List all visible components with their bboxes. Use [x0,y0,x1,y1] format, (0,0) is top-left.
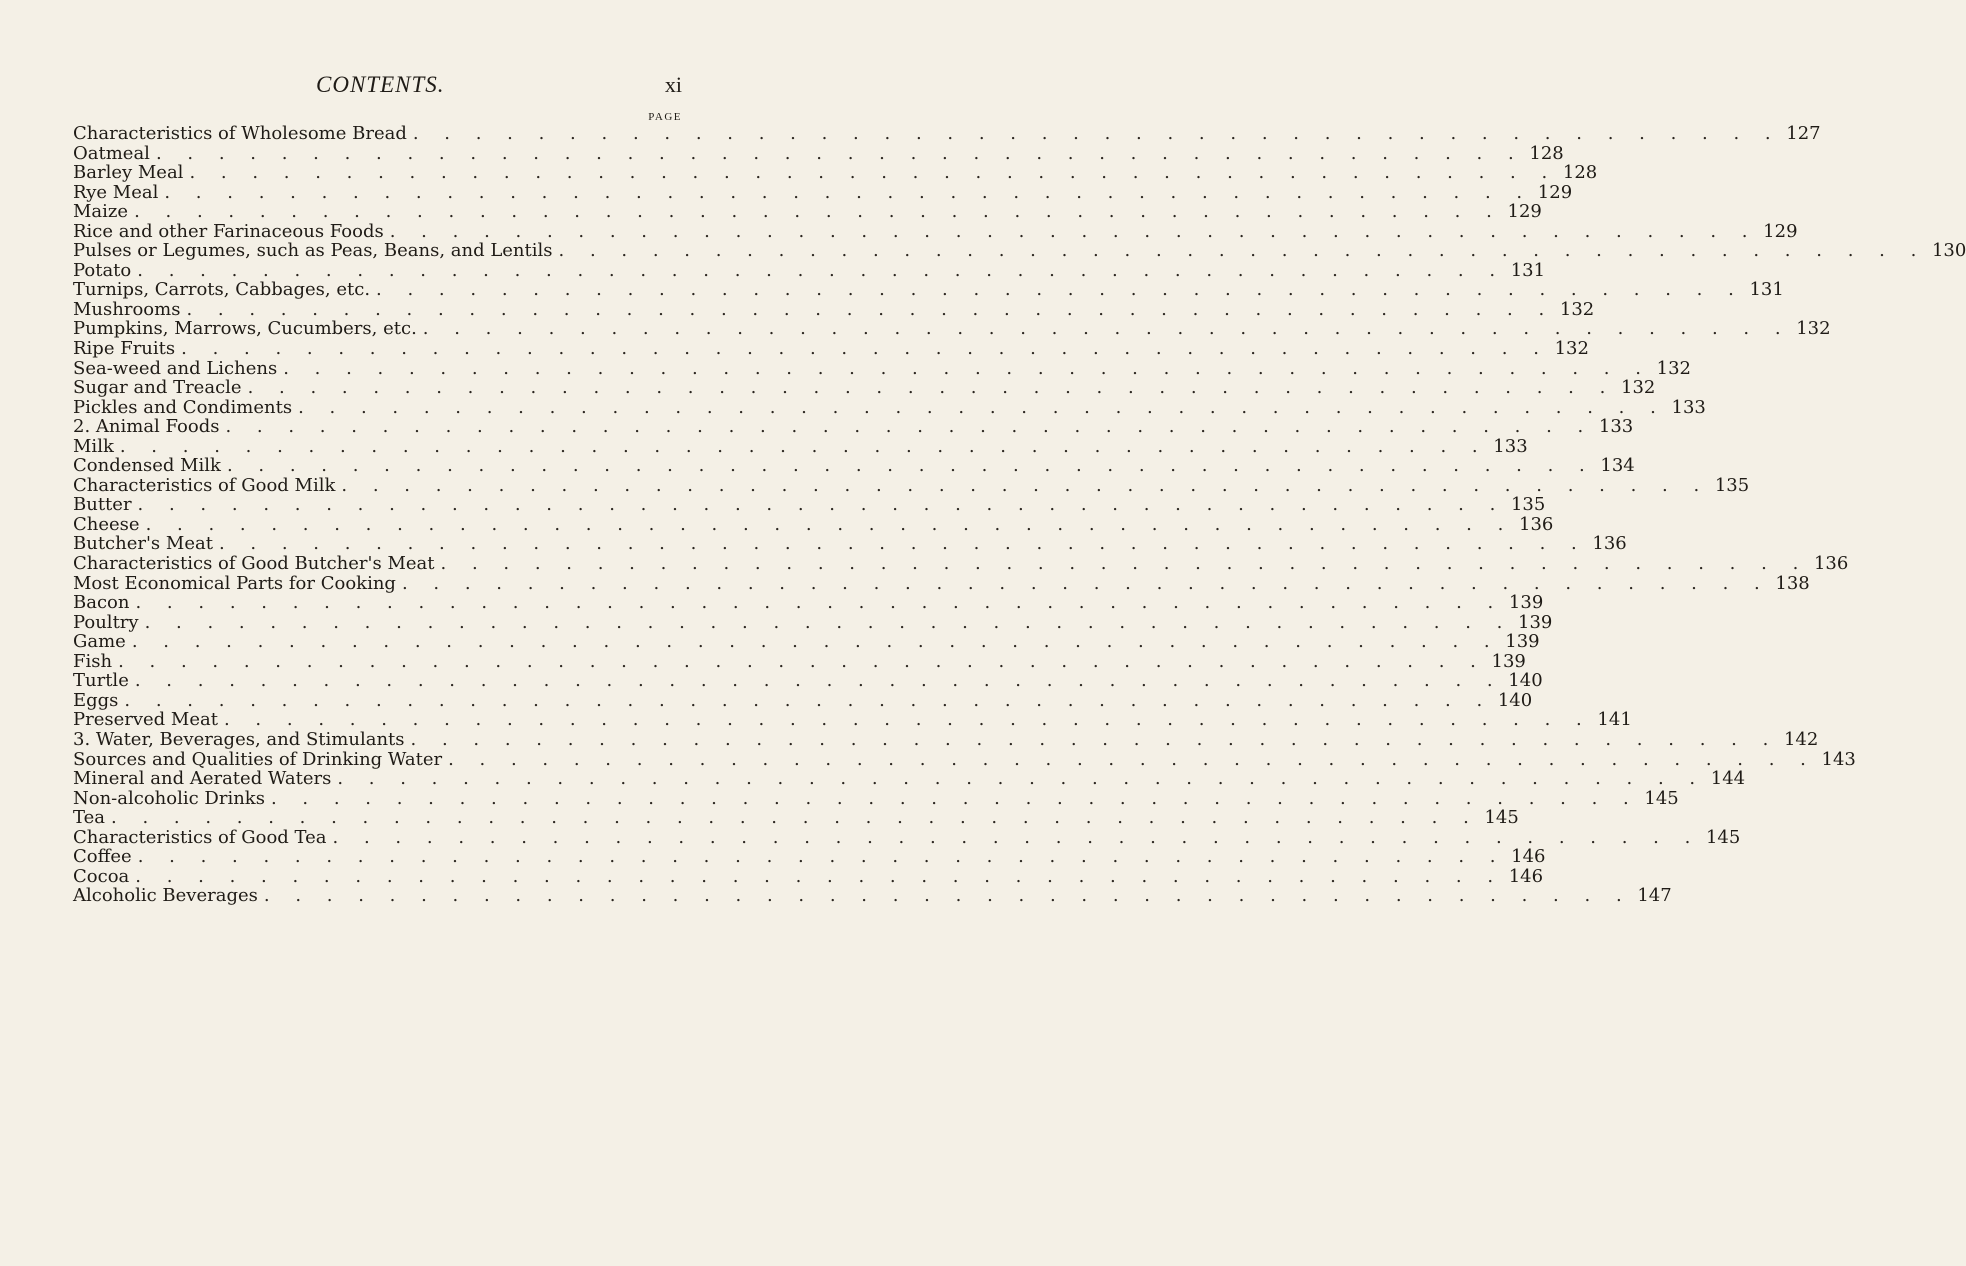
dot-leader: . . . . . . . . . . . . . . . . . . . . . . . . . . . . . . . . . . . . . . . . . . . . [389,220,1758,242]
contents-entry [73,123,1821,144]
entry-page-number: 138 [1775,572,1810,594]
entry-title: Preserved Meat [73,709,218,731]
entry-title: Ripe Fruits [73,338,176,360]
contents-entry [73,435,1528,457]
contents-entry [73,142,1564,164]
entry-page-number: 128 [1562,162,1598,184]
entry-title: Pickles and Condiments [73,396,293,418]
entry-title: Game [73,631,126,653]
entry-page-number: 146 [1511,846,1546,868]
contents-entry [73,728,1819,750]
contents-entry [73,259,1546,281]
entry-title: Pulses or Legumes, such as Peas, Beans, and Lentils [73,240,553,262]
dot-leader: . . . . . . . . . . . . . . . . . . . . . . . . . . . . . . . . . . . . . . . . . . . . [337,768,1706,790]
entry-page-number: 132 [1554,338,1589,360]
entry-title: Fish [73,650,113,672]
dot-leader: . . . . . . . . . . . . . . . . . . . . . . . . . . . . . . . . . . . . . . . . . . . . [341,474,1710,496]
contents-entry [73,572,1810,594]
dot-leader: . . . . . . . . . . . . . . . . . . . . . . . . . . . . . . . . . . . . . . . . . . . . [134,201,1502,223]
entry-title: Coffee [73,846,132,868]
entry-title: Bacon [73,592,130,614]
entry-page-number: 140 [1508,670,1543,692]
entry-page-number: 132 [1621,377,1656,399]
contents-entry [73,396,1706,418]
contents-entry [73,474,1750,496]
dot-leader: . . . . . . . . . . . . . . . . . . . . . . . . . . . . . . . . . . . . . . . . . . . . [144,611,1513,633]
entry-page-number: 128 [1529,142,1564,164]
contents-entry [73,670,1543,692]
dot-leader: . . . . . . . . . . . . . . . . . . . . . . . . . . . . . . . . . . . . . . . . . . . . [189,162,1558,184]
contents-entry [73,748,1856,770]
contents-entry [73,689,1533,711]
entry-title: Cheese [73,513,140,535]
dot-leader: . . . . . . . . . . . . . . . . . . . . . . . . . . . . . . . . . . . . . . . . . . . . [118,650,1486,672]
contents-entry [73,768,1746,790]
entry-title: 3. Water, Beverages, and Stimulants [73,728,405,750]
contents-entry [73,826,1741,848]
contents-entry [73,553,1849,575]
contents-entry [73,513,1554,535]
entry-page-number: 139 [1518,611,1553,633]
contents-entry [73,631,1540,653]
contents-entry [73,377,1656,399]
entry-page-number: 145 [1484,807,1519,829]
entry-title: Characteristics of Wholesome Bread [73,123,407,144]
contents-list [73,123,1966,907]
entry-page-number: 127 [1786,123,1821,144]
contents-entry [73,846,1546,868]
entry-title: Most Economical Parts for Cooking [73,572,396,594]
contents-entry [73,181,1573,203]
contents-entry [73,318,1831,340]
contents-entry [73,220,1798,242]
contents-entry [73,787,1679,809]
entry-page-number: 133 [1671,396,1706,418]
entry-page-number: 144 [1710,768,1746,790]
dot-leader: . . . . . . . . . . . . . . . . . . . . . . . . . . . . . . . . . . . . . . . . . . . . [135,865,1504,887]
dot-leader: . . . . . . . . . . . . . . . . . . . . . . . . . . . . . . . . . . . . . . . . . . . . [263,885,1632,907]
entry-page-number: 145 [1644,787,1679,809]
page-number: xi [664,72,682,97]
dot-leader: . . . . . . . . . . . . . . . . . . . . . . . . . . . . . . . . . . . . . . . . . . . . [155,142,1524,164]
dot-leader: . . . . . . . . . . . . . . . . . . . . . . . . . . . . . . . . . . . . . . . . . . . . [131,631,1500,653]
dot-leader: . . . . . . . . . . . . . . . . . . . . . . . . . . . . . . . . . . . . . . . . . . . . [283,357,1651,379]
entry-title: Condensed Milk [73,455,221,477]
dot-leader: . . . . . . . . . . . . . . . . . . . . . . . . . . . . . . . . . . . . . . . . . . . . [137,259,1506,281]
entry-title: 2. Animal Foods [73,416,220,438]
entry-title: Rice and other Farinaceous Foods [73,220,384,242]
contents-entry [73,416,1634,438]
entry-title: Milk [73,435,114,457]
page-title: CONTENTS. [316,72,445,97]
entry-page-number: 131 [1749,279,1784,301]
dot-leader: . . . . . . . . . . . . . . . . . . . . . . . . . . . . . . . . . . . . . . . . . . . . [270,787,1639,809]
dot-leader: . . . . . . . . . . . . . . . . . . . . . . . . . . . . . . . . . . . . . . . . . . . . [223,709,1592,731]
entry-page-number: 139 [1508,592,1544,614]
contents-entry [73,357,1691,379]
dot-leader: . . . . . . . . . . . . . . . . . . . . . . . . . . . . . . . . . . . . . . . . . . . . [410,728,1779,750]
contents-entry [73,807,1519,829]
entry-title: Turtle [73,670,129,692]
dot-leader: . . . . . . . . . . . . . . . . . . . . . . . . . . . . . . . . . . . . . . . . . . . . [298,396,1666,418]
entry-title: Sources and Qualities of Drinking Water [73,748,443,770]
entry-title: Eggs [73,689,119,711]
dot-leader: . . . . . . . . . . . . . . . . . . . . . . . . . . . . . . . . . . . . . . . . . . . . [412,123,1781,144]
entry-page-number: 146 [1508,865,1544,887]
dot-leader: . . . . . . . . . . . . . . . . . . . . . . . . . . . . . . . . . . . . . . . . . . . . [145,513,1514,535]
entry-page-number: 131 [1510,259,1546,281]
entry-page-number: 136 [1519,513,1554,535]
entry-page-number: 142 [1783,728,1819,750]
entry-title: Characteristics of Good Butcher's Meat [73,553,435,575]
entry-page-number: 132 [1559,298,1595,320]
entry-title: Turnips, Carrots, Cabbages, etc. [73,279,371,301]
contents-entry [73,592,1544,614]
entry-page-number: 134 [1600,455,1635,477]
entry-page-number: 132 [1656,357,1691,379]
dot-leader: . . . . . . . . . . . . . . . . . . . . . . . . . . . . . . . . . . . . . . . . . . . . [225,416,1594,438]
entry-page-number: 129 [1763,220,1798,242]
contents-entry [73,494,1546,516]
dot-leader: . . . . . . . . . . . . . . . . . . . . . . . . . . . . . . . . . . . . . . . . . . . . [218,533,1587,555]
contents-entry [73,455,1635,477]
dot-leader: . . . . . . . . . . . . . . . . . . . . . . . . . . . . . . . . . . . . . . . . . . . . [124,689,1493,711]
contents-entry [73,709,1632,731]
entry-title: Butcher's Meat [73,533,213,555]
entry-page-number: 129 [1507,201,1542,223]
entry-title: Sugar and Treacle [73,377,242,399]
contents-entry [73,650,1526,672]
contents-entry [73,338,1589,360]
entry-page-number: 139 [1491,650,1526,672]
dot-leader: . . . . . . . . . . . . . . . . . . . . . . . . . . . . . . . . . . . . . . . . . . . . [332,826,1701,848]
entry-page-number: 133 [1598,416,1634,438]
page-column-label: PAGE [648,111,682,123]
entry-page-number: 133 [1493,435,1528,457]
running-header [0,72,800,100]
entry-title: Characteristics of Good Milk [73,474,336,496]
contents-entry [73,240,1966,262]
entry-title: Butter [73,494,132,516]
entry-page-number: 136 [1592,533,1627,555]
dot-leader: . . . . . . . . . . . . . . . . . . . . . . . . . . . . . . . . . . . . . . . . . . . . [422,318,1791,340]
dot-leader: . . . . . . . . . . . . . . . . . . . . . . . . . . . . . . . . . . . . . . . . . . . . [247,377,1616,399]
entry-title: Pumpkins, Marrows, Cucumbers, etc. [73,318,417,340]
contents-entry [73,611,1553,633]
entry-title: Non-alcoholic Drinks [73,787,265,809]
dot-leader: . . . . . . . . . . . . . . . . . . . . . . . . . . . . . . . . . . . . . . . . . . . . [164,181,1533,203]
dot-leader: . . . . . . . . . . . . . . . . . . . . . . . . . . . . . . . . . . . . . . . . . . . . [401,572,1770,594]
entry-title: Tea [73,807,105,829]
entry-title: Sea-weed and Lichens [73,357,278,379]
entry-page-number: 136 [1813,553,1849,575]
entry-title: Mushrooms [73,298,181,320]
entry-title: Rye Meal [73,181,159,203]
entry-title: Cocoa [73,865,130,887]
entry-page-number: 147 [1637,885,1672,907]
entry-page-number: 130 [1931,240,1966,262]
entry-title: Oatmeal [73,142,150,164]
entry-title: Barley Meal [73,162,184,184]
entry-page-number: 132 [1796,318,1831,340]
entry-page-number: 140 [1497,689,1533,711]
dot-leader: . . . . . . . . . . . . . . . . . . . . . . . . . . . . . . . . . . . . . . . . . . . . [440,553,1809,575]
contents-entry [73,865,1544,887]
contents-entry [73,279,1784,301]
dot-leader: . . . . . . . . . . . . . . . . . . . . . . . . . . . . . . . . . . . . . . . . . . . . [558,240,1927,262]
dot-leader: . . . . . . . . . . . . . . . . . . . . . . . . . . . . . . . . . . . . . . . . . . . . [181,338,1549,360]
entry-page-number: 141 [1597,709,1632,731]
dot-leader: . . . . . . . . . . . . . . . . . . . . . . . . . . . . . . . . . . . . . . . . . . . . [376,279,1744,301]
dot-leader: . . . . . . . . . . . . . . . . . . . . . . . . . . . . . . . . . . . . . . . . . . . . [186,298,1555,320]
contents-entry [73,162,1598,184]
entry-title: Mineral and Aerated Waters [73,768,332,790]
entry-title: Alcoholic Beverages [73,885,258,907]
entry-page-number: 143 [1821,748,1856,770]
entry-title: Maize [73,201,129,223]
entry-page-number: 135 [1714,474,1750,496]
entry-page-number: 129 [1537,181,1573,203]
dot-leader: . . . . . . . . . . . . . . . . . . . . . . . . . . . . . . . . . . . . . . . . . . . . [137,846,1506,868]
dot-leader: . . . . . . . . . . . . . . . . . . . . . . . . . . . . . . . . . . . . . . . . . . . . [111,807,1479,829]
dot-leader: . . . . . . . . . . . . . . . . . . . . . . . . . . . . . . . . . . . . . . . . . . . . [448,748,1816,770]
entry-page-number: 139 [1505,631,1540,653]
dot-leader: . . . . . . . . . . . . . . . . . . . . . . . . . . . . . . . . . . . . . . . . . . . . [135,592,1504,614]
contents-entry [73,201,1542,223]
dot-leader: . . . . . . . . . . . . . . . . . . . . . . . . . . . . . . . . . . . . . . . . . . . . [134,670,1503,692]
entry-title: Poultry [73,611,139,633]
dot-leader: . . . . . . . . . . . . . . . . . . . . . . . . . . . . . . . . . . . . . . . . . . . . [119,435,1488,457]
contents-entry [73,533,1627,555]
entry-page-number: 145 [1705,826,1741,848]
contents-entry [73,885,1672,907]
contents-entry [73,298,1595,320]
dot-leader: . . . . . . . . . . . . . . . . . . . . . . . . . . . . . . . . . . . . . . . . . . . . [226,455,1595,477]
entry-page-number: 135 [1510,494,1546,516]
entry-title: Potato [73,259,132,281]
entry-title: Characteristics of Good Tea [73,826,327,848]
dot-leader: . . . . . . . . . . . . . . . . . . . . . . . . . . . . . . . . . . . . . . . . . . . . [137,494,1506,516]
